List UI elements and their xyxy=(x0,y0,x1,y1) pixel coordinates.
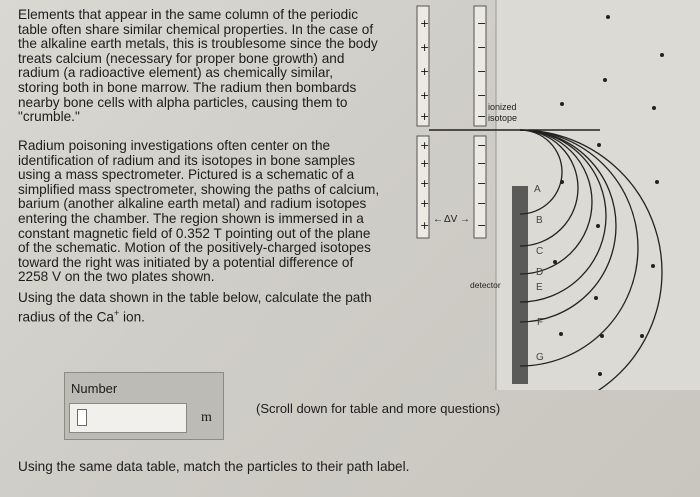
question-line-2 xyxy=(18,306,413,325)
path-label-d: D xyxy=(536,267,544,278)
question-line-1: Using the data shown in the table below, calculate the path xyxy=(18,290,372,305)
plus-sign-icon: + xyxy=(420,197,430,210)
plus-sign-icon: + xyxy=(420,177,430,190)
problem-line: entering the chamber. The region shown is immersed in a xyxy=(18,210,364,226)
intro-line: "crumble." xyxy=(18,109,80,125)
field-dot-icon xyxy=(660,53,664,57)
problem-line: simplified mass spectrometer, showing the paths of calcium, xyxy=(18,181,380,197)
field-dot-icon xyxy=(560,102,564,106)
field-dot-icon xyxy=(640,334,644,338)
minus-sign-icon: − xyxy=(477,177,487,190)
minus-sign-icon: − xyxy=(477,110,487,123)
charge-superscript: + xyxy=(113,307,120,318)
problem-paragraph xyxy=(18,139,413,285)
minus-sign-icon: − xyxy=(477,41,487,54)
plus-sign-icon: + xyxy=(420,89,430,102)
voltage-label: ΔV xyxy=(444,214,458,225)
problem-line: barium (another alkaline earth metal) and radium isotopes xyxy=(18,196,367,212)
intro-line: storing both in bone marrow. The radium then bombards xyxy=(18,79,357,95)
detector-label: detector xyxy=(470,280,501,290)
field-dot-icon xyxy=(597,143,601,147)
intro-line: radium (a radioactive element) as chemically similar, xyxy=(18,65,334,81)
answer-unit: m xyxy=(201,410,212,425)
minus-sign-icon: − xyxy=(477,139,487,152)
voltage-arrow-left: ← xyxy=(433,214,443,225)
plus-sign-icon: + xyxy=(420,157,430,170)
intro-line: table often share similar chemical properties. In the case of xyxy=(18,21,374,37)
path-label-b: B xyxy=(536,215,543,226)
problem-line: 2258 V on the two plates shown. xyxy=(18,269,215,285)
path-label-e: E xyxy=(536,282,543,293)
problem-line: using a mass spectrometer. Pictured is a schematic of a xyxy=(18,167,355,183)
field-dot-icon xyxy=(553,260,557,264)
minus-sign-icon: − xyxy=(477,157,487,170)
problem-line: constant magnetic field of 0.352 T pointing out of the plane xyxy=(18,225,371,241)
plus-sign-icon: + xyxy=(420,110,430,123)
intro-paragraph xyxy=(18,8,413,125)
plus-sign-icon: + xyxy=(420,219,430,232)
question-line-2-suffix: ion. xyxy=(119,309,145,325)
scroll-note: (Scroll down for table and more questions) xyxy=(256,401,501,416)
field-dot-icon xyxy=(598,372,602,376)
intro-line: the alkaline earth metals, this is troublesome since the body xyxy=(18,36,378,52)
field-dot-icon xyxy=(559,332,563,336)
answer-label: Number xyxy=(71,381,118,396)
plus-sign-icon: + xyxy=(420,41,430,54)
ionized-label-1: ionized xyxy=(488,102,517,112)
minus-sign-icon: − xyxy=(477,219,487,232)
problem-line: toward the right was initiated by a potential difference of xyxy=(18,254,354,270)
plus-sign-icon: + xyxy=(420,65,430,78)
field-dot-icon xyxy=(594,296,598,300)
problem-line: of the schematic. Motion of the positively-charged isotopes xyxy=(18,240,371,256)
field-dot-icon xyxy=(655,180,659,184)
intro-line: Elements that appear in the same column of the periodic xyxy=(18,7,359,22)
intro-line: treats calcium (necessary for proper bone growth) and xyxy=(18,50,345,66)
field-dot-icon xyxy=(596,224,600,228)
intro-line: nearby bone cells with alpha particles, causing them to xyxy=(18,94,348,110)
path-label-c: C xyxy=(536,246,544,257)
mass-spectrometer-diagram xyxy=(408,0,700,390)
minus-sign-icon: − xyxy=(477,89,487,102)
plus-sign-icon: + xyxy=(420,17,430,30)
voltage-arrow-right: → xyxy=(460,214,470,225)
question-line-2-prefix: radius of the Ca xyxy=(18,309,114,325)
field-dot-icon xyxy=(651,264,655,268)
field-dot-icon xyxy=(603,78,607,82)
ionized-label-2: isotope xyxy=(488,113,518,123)
field-dot-icon xyxy=(606,15,610,19)
field-dot-icon xyxy=(600,334,604,338)
path-label-a: A xyxy=(534,184,541,195)
answer-panel xyxy=(64,372,224,440)
question-text xyxy=(18,291,413,325)
field-dot-icon xyxy=(560,180,564,184)
detector-bar xyxy=(512,186,528,384)
answer-status-icon xyxy=(77,409,87,426)
path-label-f: F xyxy=(537,317,544,328)
problem-line: Radium poisoning investigations often center on the xyxy=(18,138,331,153)
minus-sign-icon: − xyxy=(477,197,487,210)
path-label-g: G xyxy=(536,352,544,363)
field-dot-icon xyxy=(652,106,656,110)
minus-sign-icon: − xyxy=(477,17,487,30)
next-question-text: Using the same data table, match the particles to their path label. xyxy=(18,459,410,474)
problem-line: identification of radium and its isotopes in bone samples xyxy=(18,152,356,168)
plus-sign-icon: + xyxy=(420,139,430,152)
minus-sign-icon: − xyxy=(477,65,487,78)
